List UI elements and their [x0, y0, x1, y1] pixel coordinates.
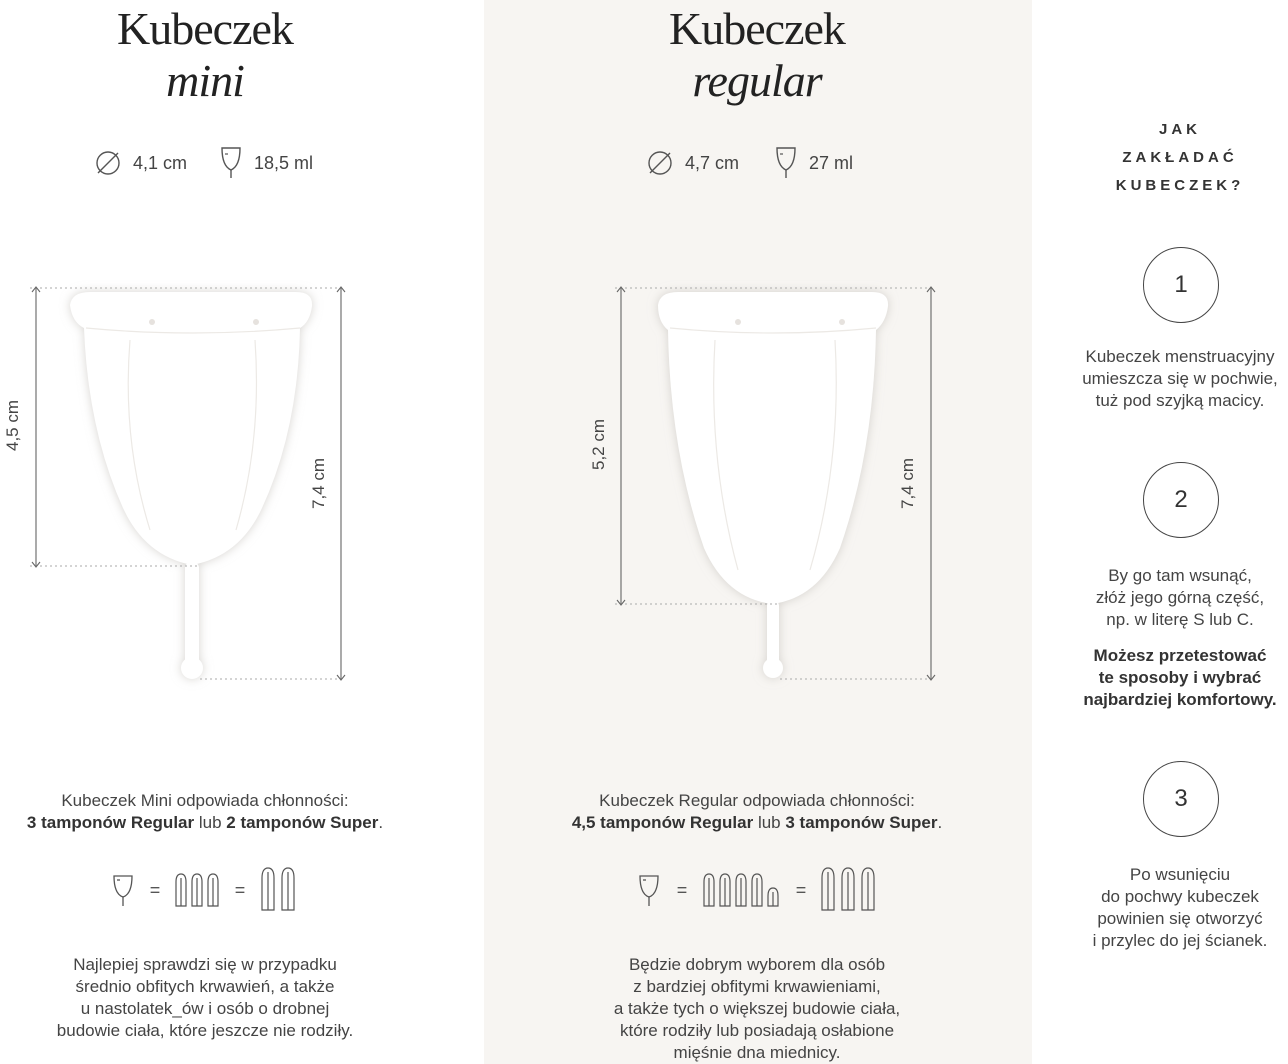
step-1-line: Kubeczek menstruacyjny — [1085, 347, 1275, 366]
mini-absorbency-detail — [0, 812, 410, 834]
step-2-bold-text: te sposoby i wybrać — [1098, 668, 1262, 687]
regular-desc-line: a także tych o większej budowie ciała, — [613, 999, 901, 1018]
mini-description — [0, 954, 410, 1042]
step-2-text — [1070, 565, 1288, 711]
step-3-line: i przylec do jej ścianek. — [1092, 931, 1268, 950]
step-1-line: umieszcza się w pochwie, — [1082, 369, 1278, 388]
regular-absorbency-regular: 4,5 tamponów Regular — [571, 813, 754, 832]
mini-absorbency-super: 2 tamponów Super — [226, 813, 379, 832]
regular-absorbency — [550, 790, 964, 834]
mini-title-line1: Kubeczek — [117, 3, 293, 54]
regular-diameter-value: 4,7 cm — [685, 152, 740, 173]
regular-cup-height-label: 5,2 cm — [589, 418, 608, 470]
mini-equals-2: = — [234, 880, 246, 900]
step-2-bold-text: Możesz przetestować — [1093, 646, 1267, 665]
step-2-number: 2 — [1143, 462, 1219, 538]
step-3-line: Po wsunięciu — [1129, 865, 1231, 884]
regular-equals-1: = — [676, 880, 688, 900]
mini-desc-line: u nastolatek_ów i osób o drobnej — [80, 999, 330, 1018]
regular-absorbency-or: lub — [757, 813, 781, 832]
side-title — [1080, 116, 1280, 200]
mini-absorbency-intro: Kubeczek Mini odpowiada chłonności: — [61, 791, 349, 810]
menstrual-cup-icon — [640, 876, 658, 906]
side-title-line: JAK — [1158, 121, 1201, 138]
tampon-icon — [704, 874, 778, 906]
step-2-bold-line — [1070, 645, 1288, 667]
mini-absorbency — [0, 790, 410, 834]
step-2-line: złóż jego górną część, — [1095, 588, 1265, 607]
side-title-line: ZAKŁADAĆ — [1122, 149, 1238, 166]
super-tampon-icon — [262, 868, 294, 910]
step-2-line: np. w literę S lub C. — [1106, 610, 1254, 629]
mini-cup-image — [70, 292, 312, 679]
mini-equals-1: = — [149, 880, 161, 900]
step-1-line: tuż pod szyjką macicy. — [1095, 391, 1265, 410]
step-3-line: do pochwy kubeczek — [1101, 887, 1259, 906]
regular-desc-line: Będzie dobrym wyborem dla osób — [628, 955, 886, 974]
step-3-number: 3 — [1143, 761, 1219, 837]
mini-title-line2: mini — [166, 55, 244, 106]
regular-desc-line: które rodziły lub posiadają osłabione — [619, 1021, 895, 1040]
mini-cup-height-label: 4,5 cm — [3, 399, 22, 451]
regular-description — [550, 954, 964, 1064]
regular-absorbency-end: . — [937, 813, 943, 832]
super-tampon-icon — [822, 868, 874, 910]
regular-absorbency-detail — [550, 812, 964, 834]
regular-cup-image — [658, 292, 888, 678]
mini-total-height-label: 7,4 cm — [309, 457, 328, 509]
mini-desc-line: Najlepiej sprawdzi się w przypadku — [73, 955, 337, 974]
step-1-text — [1070, 346, 1288, 412]
regular-absorbency-super: 3 tamponów Super — [785, 813, 938, 832]
tampon-icon — [176, 874, 218, 906]
side-title-line: KUBECZEK? — [1115, 177, 1245, 194]
regular-volume-value: 27 ml — [809, 152, 854, 173]
mini-desc-line: budowie ciała, które jeszcze nie rodziły. — [56, 1021, 354, 1040]
mini-diameter-value: 4,1 cm — [133, 152, 188, 173]
regular-title-line2: regular — [692, 55, 822, 106]
mini-desc-line: średnio obfitych krwawień, a także — [75, 977, 335, 996]
regular-absorbency-intro: Kubeczek Regular odpowiada chłonności: — [599, 791, 915, 810]
step-3-text — [1070, 864, 1288, 952]
regular-desc-line: z bardziej obfitymi krwawieniami, — [633, 977, 881, 996]
step-2-line: By go tam wsunąć, — [1108, 566, 1252, 585]
regular-equals-2: = — [795, 880, 807, 900]
regular-title-line1: Kubeczek — [669, 3, 845, 54]
mini-equation — [110, 866, 310, 916]
step-3-line: powinien się otworzyć — [1097, 909, 1263, 928]
regular-equation — [636, 866, 886, 916]
menstrual-cup-icon — [114, 876, 132, 906]
step-2-bold-line — [1070, 667, 1288, 689]
step-1-number: 1 — [1143, 247, 1219, 323]
step-2-bold-text: najbardziej komfortowy. — [1083, 690, 1277, 709]
mini-volume-value: 18,5 ml — [254, 152, 314, 173]
mini-absorbency-regular: 3 tamponów Regular — [26, 813, 195, 832]
regular-desc-line: mięśnie dna miednicy. — [673, 1043, 841, 1062]
regular-total-height-label: 7,4 cm — [898, 457, 917, 509]
mini-absorbency-or: lub — [198, 813, 222, 832]
step-2-bold-line — [1070, 689, 1288, 711]
mini-absorbency-end: . — [378, 813, 384, 832]
